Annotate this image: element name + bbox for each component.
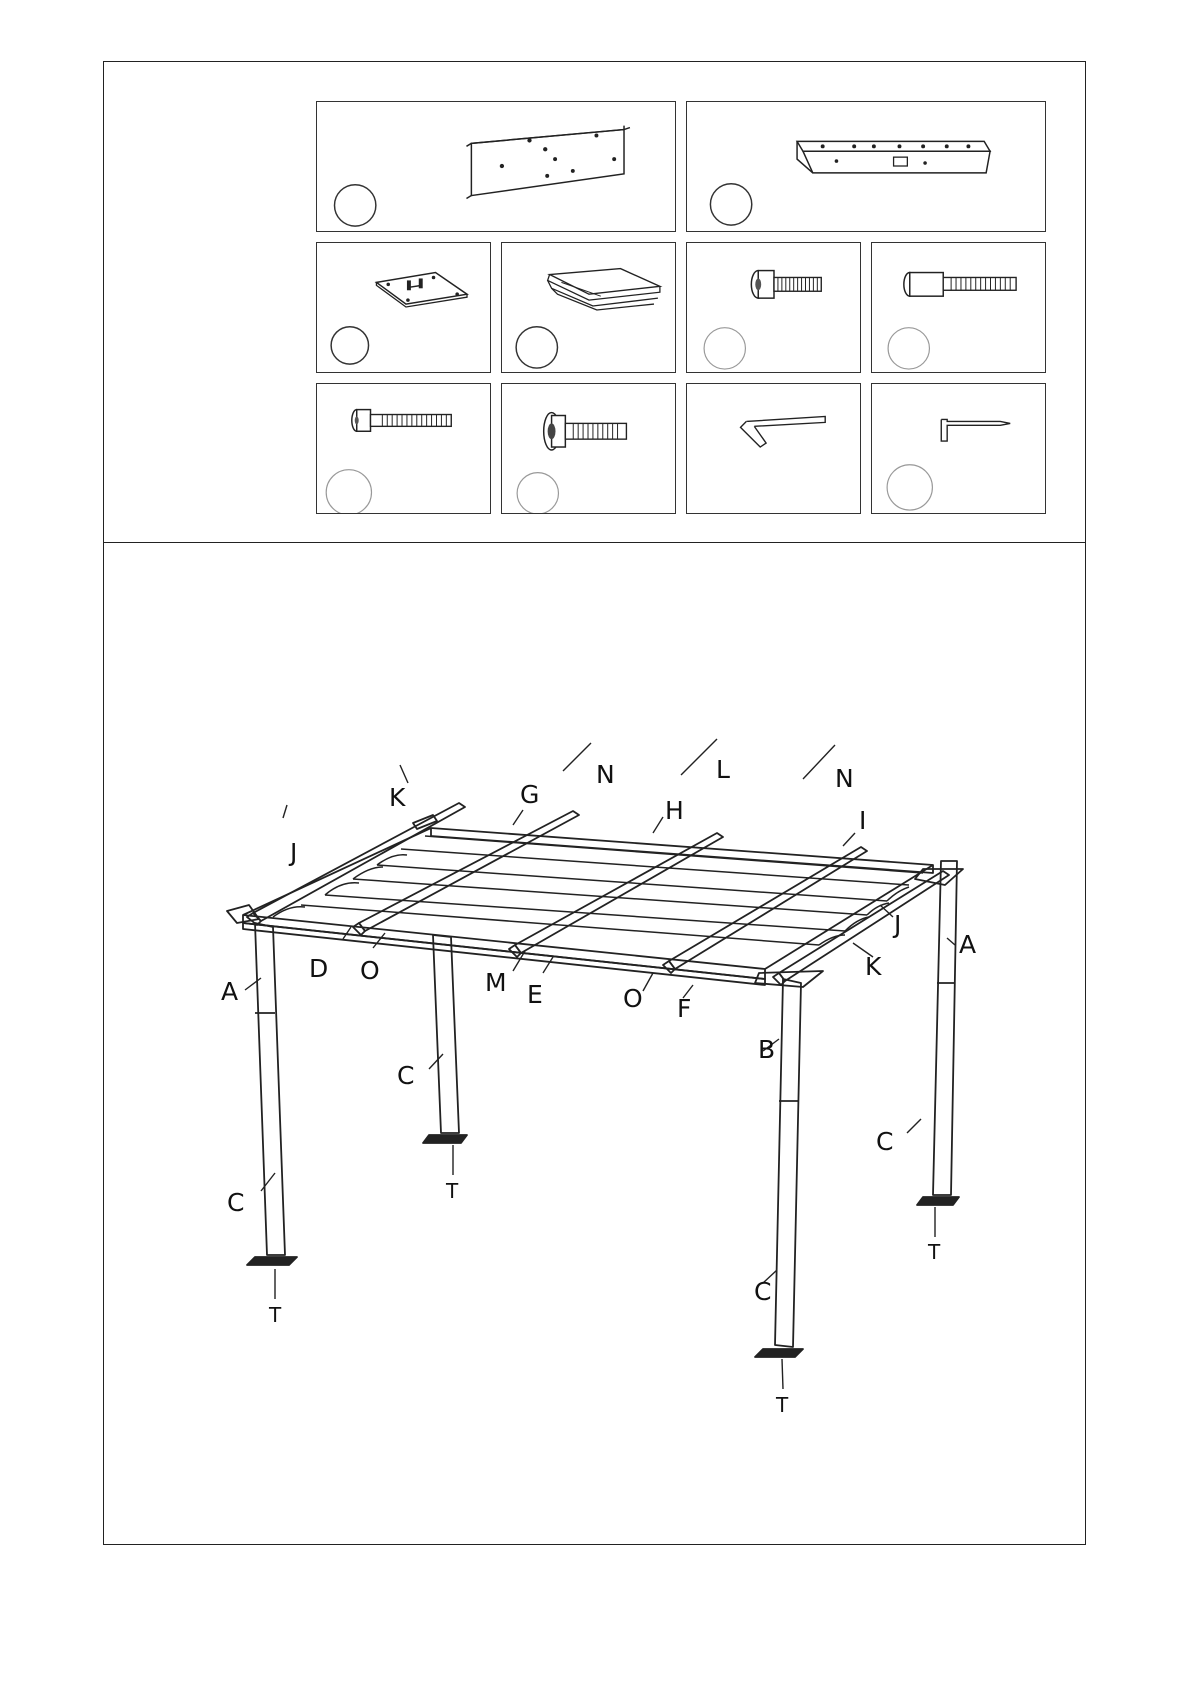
label-o-1: O <box>360 956 380 985</box>
label-t-4: T <box>776 1393 789 1417</box>
part-cell-washer-bolt <box>501 383 676 514</box>
part-cell-hex-key <box>871 383 1046 514</box>
label-t-3: T <box>928 1240 941 1264</box>
leader-lines <box>245 739 955 1389</box>
label-c-4: C <box>754 1277 772 1306</box>
label-a-2: A <box>959 930 977 959</box>
label-l: L <box>716 755 730 784</box>
part-cell-long-bolt <box>316 383 491 514</box>
short-bolt-icon <box>687 243 860 372</box>
rafters <box>247 803 949 985</box>
label-m: M <box>485 968 507 997</box>
label-f: F <box>677 994 692 1023</box>
allen-key-icon <box>687 384 860 513</box>
hex-key-icon <box>872 384 1045 513</box>
label-h: H <box>665 796 684 825</box>
part-cell-canopy-fabric <box>501 242 676 373</box>
label-t-1: T <box>446 1179 459 1203</box>
part-cell-base-plate <box>316 242 491 373</box>
long-bracket-plate-icon <box>317 102 675 231</box>
label-e: E <box>527 980 543 1009</box>
label-a-1: A <box>221 977 239 1006</box>
label-j-2: J <box>894 910 902 939</box>
label-j-1: J <box>290 838 298 867</box>
label-k-1: K <box>389 783 406 812</box>
base-plates <box>247 1135 959 1357</box>
part-cell-channel-bracket <box>686 101 1046 232</box>
label-c-2: C <box>227 1188 245 1217</box>
part-cell-allen-key <box>686 383 861 514</box>
label-n-2: N <box>835 764 854 793</box>
folded-canopy-icon <box>502 243 675 372</box>
label-n-1: N <box>596 760 615 789</box>
label-o-2: O <box>623 984 643 1013</box>
pergola-assembly-diagram <box>103 543 1086 1543</box>
label-d: D <box>309 954 329 983</box>
label-i: I <box>859 806 867 835</box>
base-plate-icon <box>317 243 490 372</box>
label-c-1: C <box>397 1061 415 1090</box>
label-c-3: C <box>876 1127 894 1156</box>
part-cell-short-bolt <box>686 242 861 373</box>
label-t-2: T <box>269 1303 282 1327</box>
channel-bracket-icon <box>687 102 1045 231</box>
part-cell-sleeve-bolt <box>871 242 1046 373</box>
label-g: G <box>520 780 540 809</box>
label-b: B <box>758 1035 776 1064</box>
sleeve-bolt-icon <box>872 243 1045 372</box>
long-bolt-icon <box>317 384 490 513</box>
label-k-2: K <box>865 952 882 981</box>
part-cell-bracket-plate <box>316 101 676 232</box>
washer-bolt-icon <box>502 384 675 513</box>
